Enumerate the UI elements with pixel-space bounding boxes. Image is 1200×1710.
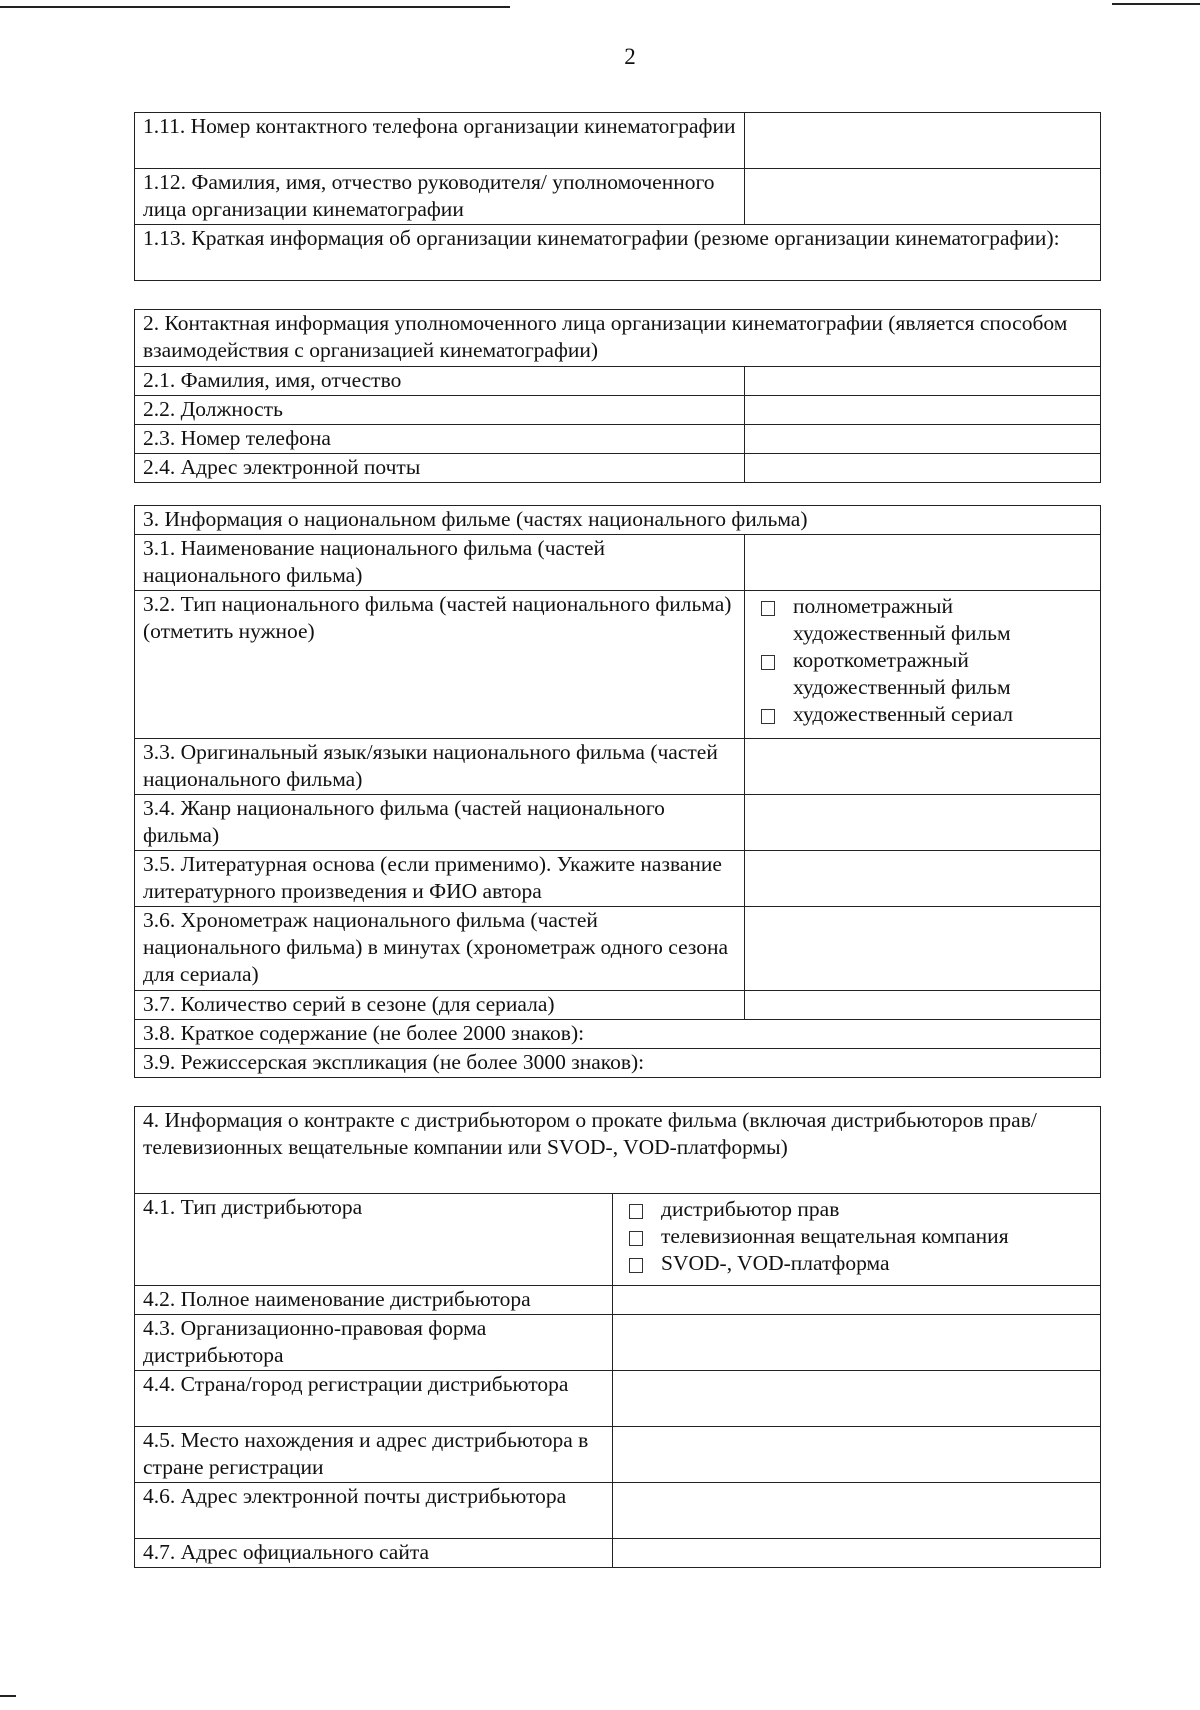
distributor-type-option-tv[interactable] bbox=[621, 1223, 1092, 1250]
film-type-options bbox=[745, 591, 1101, 739]
distributor-type-option-svod[interactable] bbox=[621, 1250, 1092, 1277]
scan-edge-line bbox=[1112, 3, 1200, 5]
table-row bbox=[135, 1371, 1101, 1427]
table-row bbox=[135, 1483, 1101, 1539]
field-label: 4.1. Тип дистрибьютора bbox=[135, 1194, 613, 1286]
option-label: художественный сериал bbox=[793, 702, 1014, 726]
option-label: полнометражный художественный фильм bbox=[793, 594, 1011, 645]
field-label: 3.3. Оригинальный язык/языки национального фильма (частей национального фильма) bbox=[135, 739, 745, 795]
checkbox[interactable] bbox=[761, 655, 775, 670]
checkbox[interactable] bbox=[761, 709, 775, 724]
scan-edge-mark bbox=[0, 1695, 16, 1697]
registration-country-field[interactable] bbox=[613, 1371, 1101, 1427]
checkbox[interactable] bbox=[761, 601, 775, 616]
table-row bbox=[135, 1194, 1101, 1286]
contact-name-field[interactable] bbox=[745, 367, 1101, 396]
table-row bbox=[135, 991, 1101, 1020]
checkbox[interactable] bbox=[629, 1204, 643, 1219]
section-2-table bbox=[134, 309, 1101, 483]
field-label: 3.4. Жанр национального фильма (частей национального фильма) bbox=[135, 795, 745, 851]
duration-field[interactable] bbox=[745, 907, 1101, 991]
page-number: 2 bbox=[624, 44, 636, 69]
table-row bbox=[135, 591, 1101, 739]
table-row bbox=[135, 1020, 1101, 1049]
checkbox[interactable] bbox=[629, 1258, 643, 1273]
phone-field[interactable] bbox=[745, 113, 1101, 169]
table-row bbox=[135, 310, 1101, 367]
distributor-type-options bbox=[613, 1194, 1101, 1286]
field-label: 2.1. Фамилия, имя, отчество bbox=[135, 367, 745, 396]
table-row bbox=[135, 851, 1101, 907]
table-row bbox=[135, 425, 1101, 454]
field-label: 3.5. Литературная основа (если применимо). Укажите название литературного произведения и ФИО автора bbox=[135, 851, 745, 907]
table-row bbox=[135, 535, 1101, 591]
field-label: 2.4. Адрес электронной почты bbox=[135, 454, 745, 483]
table-row bbox=[135, 454, 1101, 483]
table-row bbox=[135, 739, 1101, 795]
table-row bbox=[135, 113, 1101, 169]
checkbox[interactable] bbox=[629, 1231, 643, 1246]
distributor-name-field[interactable] bbox=[613, 1286, 1101, 1315]
section-header: 3. Информация о национальном фильме (частях национального фильма) bbox=[135, 506, 1101, 535]
table-row bbox=[135, 506, 1101, 535]
section-3-table bbox=[134, 505, 1101, 1078]
field-label: 4.5. Место нахождения и адрес дистрибьютора в стране регистрации bbox=[135, 1427, 613, 1483]
film-type-option-short[interactable] bbox=[753, 647, 1092, 701]
email-field[interactable] bbox=[745, 454, 1101, 483]
genre-field[interactable] bbox=[745, 795, 1101, 851]
table-row bbox=[135, 795, 1101, 851]
table-row bbox=[135, 1049, 1101, 1078]
section-header: 2. Контактная информация уполномоченного лица организации кинематографии (является способом взаимодействия с организацией кинематографии) bbox=[135, 310, 1101, 367]
distributor-address-field[interactable] bbox=[613, 1427, 1101, 1483]
table-row bbox=[135, 1539, 1101, 1568]
director-name-field[interactable] bbox=[745, 169, 1101, 225]
option-label: SVOD-, VOD-платформа bbox=[661, 1251, 890, 1275]
synopsis-field[interactable]: 3.8. Краткое содержание (не более 2000 знаков): bbox=[135, 1020, 1101, 1049]
field-label: 4.2. Полное наименование дистрибьютора bbox=[135, 1286, 613, 1315]
film-type-option-feature[interactable] bbox=[753, 593, 1092, 647]
distributor-email-field[interactable] bbox=[613, 1483, 1101, 1539]
field-label: 3.1. Наименование национального фильма (частей национального фильма) bbox=[135, 535, 745, 591]
field-label: 3.7. Количество серий в сезоне (для сериала) bbox=[135, 991, 745, 1020]
position-field[interactable] bbox=[745, 396, 1101, 425]
section-1-table bbox=[134, 112, 1101, 281]
option-label: телевизионная вещательная компания bbox=[661, 1224, 1009, 1248]
table-row bbox=[135, 1286, 1101, 1315]
table-row bbox=[135, 1315, 1101, 1371]
scan-edge-line bbox=[0, 6, 510, 8]
contact-phone-field[interactable] bbox=[745, 425, 1101, 454]
website-field[interactable] bbox=[613, 1539, 1101, 1568]
language-field[interactable] bbox=[745, 739, 1101, 795]
table-row bbox=[135, 396, 1101, 425]
table-row bbox=[135, 1427, 1101, 1483]
field-label: 4.3. Организационно-правовая форма дистрибьютора bbox=[135, 1315, 613, 1371]
option-label: дистрибьютор прав bbox=[661, 1197, 840, 1221]
table-row bbox=[135, 1107, 1101, 1194]
film-title-field[interactable] bbox=[745, 535, 1101, 591]
literary-basis-field[interactable] bbox=[745, 851, 1101, 907]
organization-summary-field[interactable]: 1.13. Краткая информация об организации кинематографии (резюме организации кинематографии): bbox=[135, 225, 1101, 281]
field-label: 4.4. Страна/город регистрации дистрибьютора bbox=[135, 1371, 613, 1427]
table-row bbox=[135, 367, 1101, 396]
section-header: 4. Информация о контракте с дистрибьютором о прокате фильма (включая дистрибьюторов прав/телевизионных вещательные компании или SVOD-, VOD-платформы) bbox=[135, 1107, 1101, 1194]
section-4-table bbox=[134, 1106, 1101, 1568]
field-label: 3.6. Хронометраж национального фильма (частей национального фильма) в минутах (хронометраж одного сезона для сериала) bbox=[135, 907, 745, 991]
legal-form-field[interactable] bbox=[613, 1315, 1101, 1371]
table-row bbox=[135, 225, 1101, 281]
field-label: 1.11. Номер контактного телефона организации кинематографии bbox=[135, 113, 745, 169]
field-label: 4.6. Адрес электронной почты дистрибьютора bbox=[135, 1483, 613, 1539]
option-label: короткометражный художественный фильм bbox=[793, 648, 1011, 699]
field-label: 3.2. Тип национального фильма (частей национального фильма) (отметить нужное) bbox=[135, 591, 745, 739]
director-explication-field[interactable]: 3.9. Режиссерская экспликация (не более 3000 знаков): bbox=[135, 1049, 1101, 1078]
field-label: 4.7. Адрес официального сайта bbox=[135, 1539, 613, 1568]
film-type-option-series[interactable] bbox=[753, 701, 1092, 728]
field-label: 2.2. Должность bbox=[135, 396, 745, 425]
table-row bbox=[135, 169, 1101, 225]
field-label: 1.12. Фамилия, имя, отчество руководителя/ уполномоченного лица организации кинематографии bbox=[135, 169, 745, 225]
distributor-type-option-rights[interactable] bbox=[621, 1196, 1092, 1223]
field-label: 2.3. Номер телефона bbox=[135, 425, 745, 454]
episode-count-field[interactable] bbox=[745, 991, 1101, 1020]
table-row bbox=[135, 907, 1101, 991]
